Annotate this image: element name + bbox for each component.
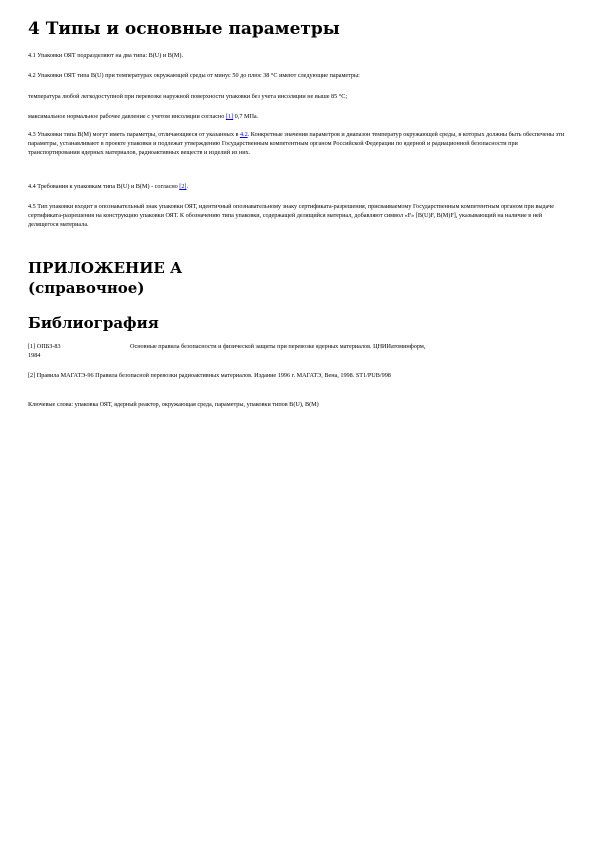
- p44-text-start: 4.4 Требования к упаковкам типа B(U) и B(M) - согласно: [28, 183, 180, 190]
- p43-text-start: 4.3 Упаковки типа B(M) могут иметь параметры, отличающиеся от указанных в: [28, 131, 240, 138]
- bib-code-line: [1] ОПБЗ-83: [28, 343, 61, 350]
- ref-link-1[interactable]: [1]: [225, 113, 234, 120]
- bib-code-continuation: 1984: [28, 352, 41, 359]
- p43-text-end: . Конкретные значения параметров и диапазон температур окружающей среды, в которых должны быть обеспечены эти параметры, устанавливают в проекте упаковки и подлежат утверждению Государственным компетентным органом Российской Федерации по ядерной и радиационной безопасности при транспортировании ядерных материалов, радиоактивных веществ и изделий из них.: [28, 131, 565, 156]
- bibliography-item-2: [2] Правила МАГАТЭ-96 Правила безопасной перевозки радиоактивных материалов. Издание 1996 г. МАГАТЭ, Вена, 1998. ST1/PUB/998: [28, 372, 391, 379]
- keywords: Ключевые слова: упаковка ОЯТ, ядерный реактор, окружающая среда, параметры, упаковки типов B(U), B(M): [28, 401, 319, 408]
- paragraph-4-5: 4.5 Тип упаковки входит в опознавательный знак упаковки ОЯТ, идентичный опознавательному знаку сертификата-разрешения, присваиваемому Государственным компетентным органом при выдаче сертификата-разрешения на конструкцию упаковки ОЯТ. К обозначению типа упаковки, содержащей делящийся материал, добавляют символ «F» [B(U)F, B(M)F], указывающий на наличие в ней делящегося материала.: [28, 203, 555, 228]
- paragraph-4-4: [28, 183, 568, 192]
- section-title: 4 Типы и основные параметры: [28, 19, 340, 39]
- bib-description: Основные правила безопасности и физической защиты при перевозке ядерных материалов. ЦНИИатоминформ,: [130, 343, 426, 350]
- ref-link-2[interactable]: [2]: [179, 183, 187, 190]
- appendix-title: ПРИЛОЖЕНИЕ А: [28, 259, 183, 277]
- appendix-subtitle: (справочное): [28, 279, 145, 297]
- pressure-text-start: максимальное нормальное рабочее давление с учетом инсоляции согласно: [28, 113, 226, 120]
- p44-text-end: .: [186, 183, 189, 190]
- ref-link-4-2[interactable]: 4.2: [239, 131, 248, 138]
- paragraph-4-3: [28, 131, 568, 157]
- paragraph-pressure: [28, 113, 568, 122]
- bibliography-title: Библиография: [28, 314, 159, 332]
- bib-code: [28, 343, 128, 352]
- pressure-text-end: 0,7 МПа.: [233, 113, 259, 120]
- paragraph-4-1: 4.1 Упаковки ОЯТ подразделяют на два типа: B(U) и B(M).: [28, 52, 184, 59]
- paragraph-4-2: 4.2 Упаковки ОЯТ типа B(U) при температурах окружающей среды от минус 50 до плюс 38 °C имеют следующие параметры:: [28, 72, 360, 79]
- paragraph-temperature: температура любой легкодоступной при перевозке наружной поверхности упаковки без учета инсоляции не выше 85 °C;: [28, 93, 348, 100]
